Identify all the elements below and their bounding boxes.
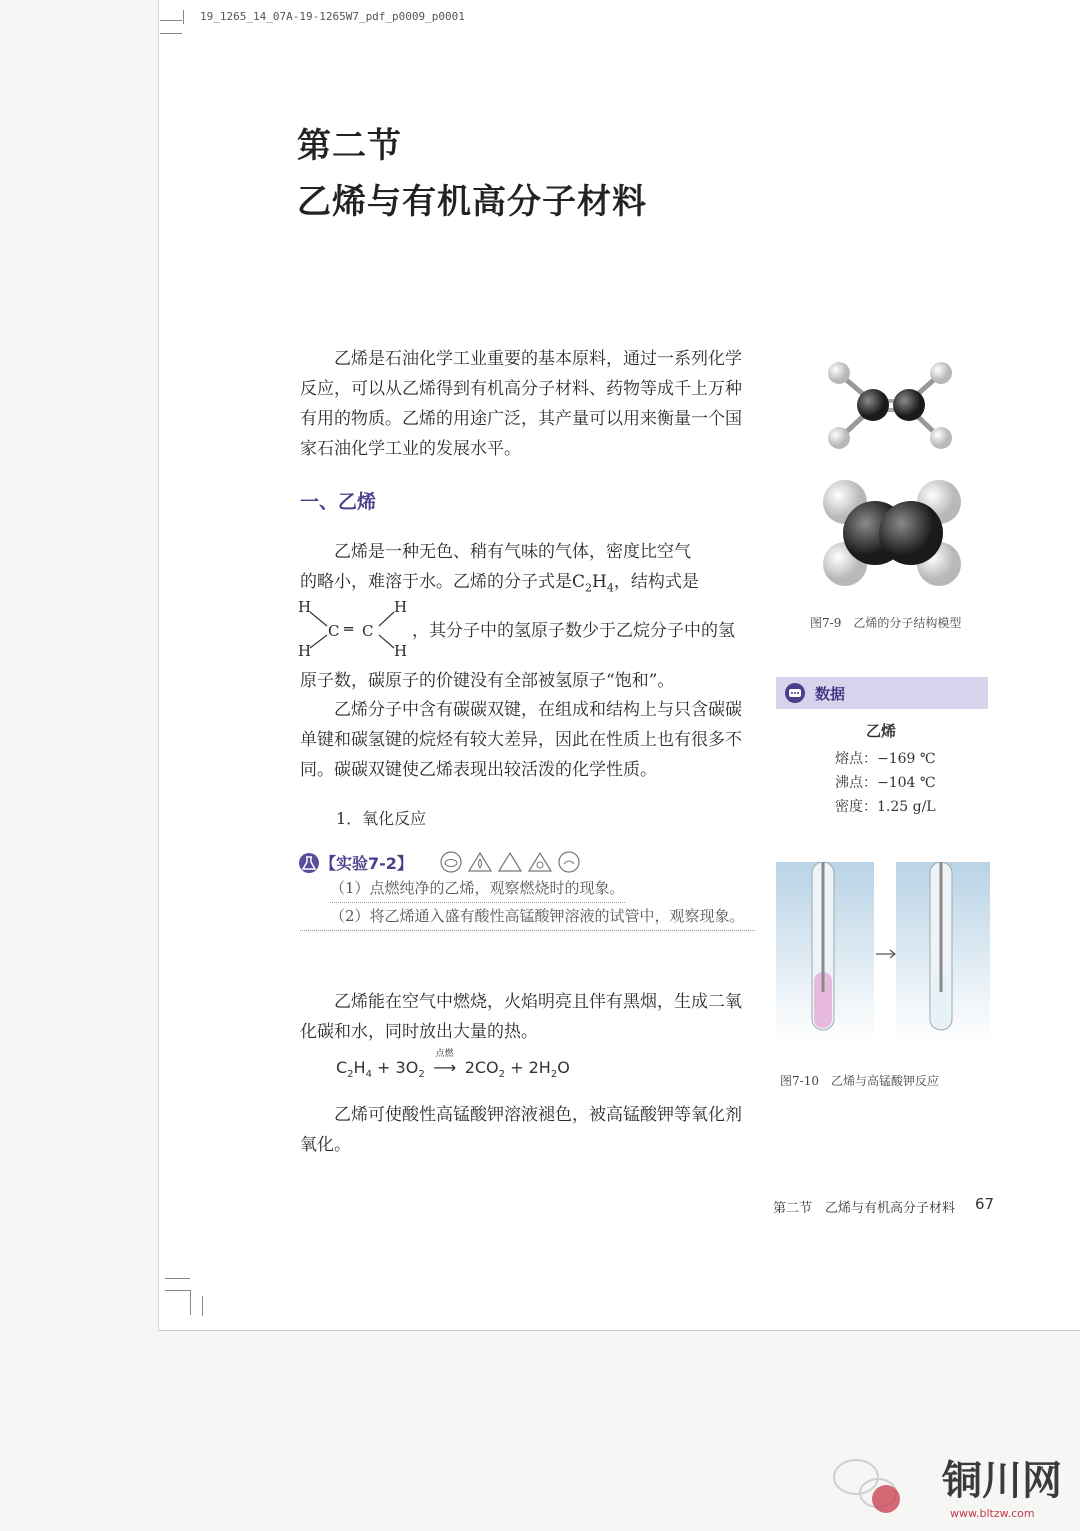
section-heading-ethylene: 一、乙烯 <box>300 491 377 513</box>
density: 密度：1.25 g/L <box>835 799 936 815</box>
text-run: H <box>592 572 607 592</box>
figure-7-9-caption: 图7-9 乙烯的分子结构模型 <box>810 616 962 630</box>
figure-7-10-caption: 图7-10 乙烯与高锰酸钾反应 <box>780 1074 939 1088</box>
caution-icon <box>498 851 522 873</box>
bond-lines <box>296 598 416 662</box>
crop-mark <box>160 33 182 34</box>
fire-warning-icon <box>468 851 492 873</box>
subsection-oxidation: 1．氧化反应 <box>336 809 427 828</box>
paragraph-line: 乙烯是一种无色、稍有气味的气体，密度比空气 <box>334 542 691 562</box>
double-bond-paragraph: 乙烯分子中含有碳碳双键，在组成和结构上与只含碳碳单键和碳氢键的烷烃有较大差异，因此在性质上也有很多不同。碳碳双键使乙烯表现出较活泼的化学性质。 <box>300 700 742 780</box>
structural-formula <box>296 598 416 662</box>
crop-mark <box>165 1278 190 1279</box>
watermark-brand: 铜川网 <box>942 1458 1062 1504</box>
goggles-icon <box>440 851 462 873</box>
ethylene-properties-paragraph <box>300 537 760 603</box>
data-box-label: 数据 <box>815 685 846 703</box>
flask-icon <box>298 852 320 874</box>
running-footer: 第二节 乙烯与有机高分子材料 <box>773 1201 956 1216</box>
intro-paragraph: 乙烯是石油化学工业重要的基本原料，通过一系列化学反应，可以从乙烯得到有机高分子材料、药物等成千上万种有用的物质。乙烯的用途广泛，其产量可以用来衡量一个国家石油化学工业的发展水平。 <box>300 349 742 459</box>
subscript: 2 <box>585 581 593 595</box>
atom-c: C <box>328 622 340 640</box>
wash-hands-icon <box>558 851 580 873</box>
space-filling-model-image <box>815 478 970 588</box>
wechat-icon <box>830 1455 900 1515</box>
crop-mark <box>202 1296 203 1316</box>
paragraph-line: 原子数，碳原子的价键没有全部被氢原子“饱和”。 <box>300 671 675 691</box>
scan-file-id: 19_1265_14_07A-19-1265W7_pdf_p0009_p0001 <box>200 10 465 23</box>
text-run: ，结构式是 <box>613 572 699 592</box>
section-title: 第二节 <box>297 126 402 166</box>
boiling-point: 沸点：−104 ℃ <box>835 775 936 791</box>
data-box-header <box>776 677 988 709</box>
crop-mark <box>190 1290 191 1315</box>
atom-h: H <box>394 598 408 616</box>
crop-mark <box>165 1290 190 1291</box>
data-substance-name: 乙烯 <box>866 722 897 740</box>
combustion-equation: $C_2H_4 + 3O_2$ 点燃 ⟶ $2CO_2 + 2H_2O$ <box>336 1058 570 1080</box>
atom-h: H <box>298 598 312 616</box>
chat-bubble-icon <box>784 682 806 704</box>
atom-h: H <box>394 642 408 660</box>
crop-mark <box>160 20 182 21</box>
combustion-paragraph: 乙烯能在空气中燃烧，火焰明亮且伴有黑烟，生成二氧化碳和水，同时放出大量的热。 <box>300 992 742 1042</box>
text-run: 的略小，难溶于水。乙烯的分子式是C <box>300 572 586 592</box>
ball-stick-model-image <box>815 355 965 455</box>
double-bond: ═ <box>344 620 354 638</box>
experiment-step-1: （1）点燃纯净的乙烯，观察燃烧时的现象。 <box>330 875 625 903</box>
chapter-title: 乙烯与有机高分子材料 <box>297 182 647 222</box>
atom-h: H <box>298 642 312 660</box>
oxidation-paragraph: 乙烯可使酸性高锰酸钾溶液褪色，被高锰酸钾等氧化剂氧化。 <box>300 1105 742 1155</box>
watermark-url: www.bltzw.com <box>950 1507 1035 1520</box>
test-tube-reaction-image <box>776 862 990 1042</box>
hazard-icon <box>528 851 552 873</box>
experiment-title: 【实验7-2】 <box>320 854 413 873</box>
reaction-condition: 点燃 <box>435 1049 454 1059</box>
watermark <box>830 1445 1070 1525</box>
atom-c: C <box>362 622 374 640</box>
crop-mark <box>183 10 184 24</box>
safety-icons <box>440 851 580 873</box>
page-number: 67 <box>975 1195 995 1213</box>
subscript: 4 <box>606 581 614 595</box>
melting-point: 熔点：−169 ℃ <box>835 751 936 767</box>
experiment-step-2: （2）将乙烯通入盛有酸性高锰酸钾溶液的试管中，观察现象。 <box>300 903 755 931</box>
paragraph-line: ，其分子中的氢原子数少于乙烷分子中的氢 <box>412 621 735 641</box>
